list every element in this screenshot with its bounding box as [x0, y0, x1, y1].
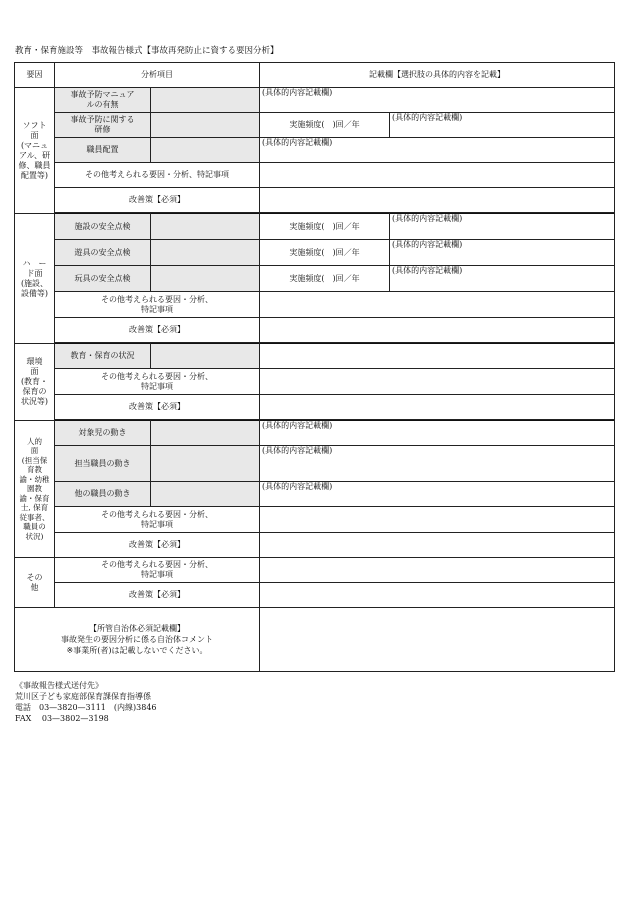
- page-title: 教育・保育施設等 事故報告様式【事故再発防止に資する要因分析】: [15, 46, 279, 56]
- item-training: 事故予防に関する 研修: [55, 113, 151, 138]
- municipality-comment-label: 【所管自治体必須記載欄】 事故発生の要因分析に係る自治体コメント ※事業所(者)は記載しないでください。: [15, 608, 260, 672]
- accident-analysis-table: [14, 62, 615, 672]
- municipality-comment-input[interactable]: [260, 608, 615, 672]
- header-factor: 要因: [15, 63, 55, 88]
- item-software-improvement: 改善策【必須】: [55, 188, 260, 213]
- item-others-other: その他考えられる要因・分析、 特記事項: [55, 558, 260, 583]
- detail-facility-check[interactable]: (具体的内容記載欄): [390, 214, 615, 240]
- detail-staff-movement[interactable]: (具体的内容記載欄): [260, 446, 615, 482]
- select-staff-movement[interactable]: [151, 446, 260, 482]
- input-others-improvement[interactable]: [260, 583, 615, 608]
- item-situation: 教育・保育の状況: [55, 344, 151, 369]
- input-environment-other[interactable]: [260, 369, 615, 395]
- select-facility-check[interactable]: [151, 214, 260, 240]
- input-environment-improvement[interactable]: [260, 395, 615, 420]
- item-toy-check: 玩具の安全点検: [55, 266, 151, 292]
- item-staffing: 職員配置: [55, 138, 151, 163]
- factor-software: ソフト 面 (マニュ アル、研 修、職員 配置等): [15, 88, 55, 214]
- header-analysis: 分析項目: [55, 63, 260, 88]
- select-equipment-check[interactable]: [151, 240, 260, 266]
- select-child-movement[interactable]: [151, 421, 260, 446]
- factor-environment: 環境 面 (教育・ 保育の 状況等): [15, 344, 55, 421]
- header-notes: 記載欄【選択肢の具体的内容を記載】: [260, 63, 615, 88]
- item-child-movement: 対象児の動き: [55, 421, 151, 446]
- detail-other-staff-movement[interactable]: (具体的内容記載欄): [260, 482, 615, 507]
- item-human-other: その他考えられる要因・分析、 特記事項: [55, 507, 260, 533]
- select-other-staff-movement[interactable]: [151, 482, 260, 507]
- contact-heading: 《事故報告様式送付先》: [15, 681, 103, 690]
- contact-info: [15, 680, 157, 724]
- item-facility-check: 施設の安全点検: [55, 214, 151, 240]
- factor-human: 人的 面 (担当保 育教 諭・幼稚 園教 諭・保育 士, 保育 従事者、 職員の 状況): [15, 421, 55, 558]
- item-other-staff-movement: 他の職員の動き: [55, 482, 151, 507]
- detail-toy-check[interactable]: (具体的内容記載欄): [390, 266, 615, 292]
- contact-fax: FAX 03—3802—3198: [15, 714, 109, 723]
- select-situation[interactable]: [151, 344, 260, 369]
- input-situation[interactable]: [260, 344, 615, 369]
- select-toy-check[interactable]: [151, 266, 260, 292]
- select-staffing[interactable]: [151, 138, 260, 163]
- detail-training[interactable]: (具体的内容記載欄): [390, 113, 615, 138]
- frequency-toy-check[interactable]: 実施頻度( )回／年: [260, 266, 390, 292]
- detail-manual[interactable]: (具体的内容記載欄): [260, 88, 615, 113]
- item-equipment-check: 遊具の安全点検: [55, 240, 151, 266]
- input-human-other[interactable]: [260, 507, 615, 533]
- item-software-other: その他考えられる要因・分析、特記事項: [55, 163, 260, 188]
- contact-department: 荒川区子ども家庭部保育課保育指導係: [15, 692, 151, 701]
- detail-equipment-check[interactable]: (具体的内容記載欄): [390, 240, 615, 266]
- select-training[interactable]: [151, 113, 260, 138]
- item-hardware-other: その他考えられる要因・分析、 特記事項: [55, 292, 260, 318]
- item-environment-improvement: 改善策【必須】: [55, 395, 260, 420]
- input-hardware-improvement[interactable]: [260, 318, 615, 343]
- item-manual: 事故予防マニュア ルの有無: [55, 88, 151, 113]
- input-software-other[interactable]: [260, 163, 615, 188]
- input-hardware-other[interactable]: [260, 292, 615, 318]
- detail-staffing[interactable]: (具体的内容記載欄): [260, 138, 615, 163]
- item-others-improvement: 改善策【必須】: [55, 583, 260, 608]
- frequency-training[interactable]: 実施頻度( )回／年: [260, 113, 390, 138]
- input-software-improvement[interactable]: [260, 188, 615, 213]
- contact-phone: 電話 03—3820—3111 (内線)3846: [15, 703, 157, 712]
- item-hardware-improvement: 改善策【必須】: [55, 318, 260, 343]
- detail-child-movement[interactable]: (具体的内容記載欄): [260, 421, 615, 446]
- select-manual[interactable]: [151, 88, 260, 113]
- item-environment-other: その他考えられる要因・分析、 特記事項: [55, 369, 260, 395]
- frequency-equipment-check[interactable]: 実施頻度( )回／年: [260, 240, 390, 266]
- item-staff-movement: 担当職員の動き: [55, 446, 151, 482]
- factor-others: その 他: [15, 558, 55, 608]
- input-human-improvement[interactable]: [260, 533, 615, 558]
- input-others-other[interactable]: [260, 558, 615, 583]
- frequency-facility-check[interactable]: 実施頻度( )回／年: [260, 214, 390, 240]
- item-human-improvement: 改善策【必須】: [55, 533, 260, 558]
- factor-hardware: ハ ー ド面 (施設、 設備等): [15, 214, 55, 344]
